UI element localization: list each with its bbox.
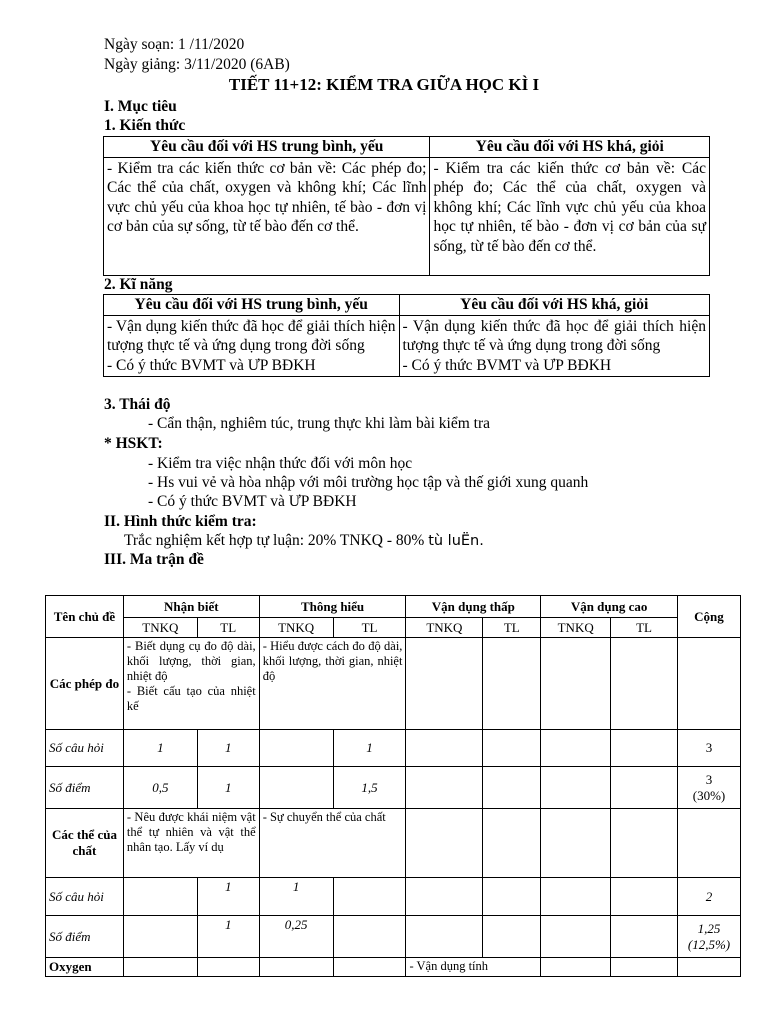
hskt-heading: * HSKT: (104, 435, 163, 452)
subsection-knowledge-heading: 1. Kiến thức (104, 117, 186, 134)
matrix-value (123, 916, 197, 958)
matrix-total: 3 (677, 730, 740, 767)
matrix-subheader-tnkq: TNKQ (259, 618, 333, 638)
skills-col-strong: Yêu cầu đối với HS khá, giỏi (399, 295, 710, 316)
matrix-value: 0,25 (259, 916, 333, 958)
skills-strong-environment: - Có ý thức BVMT và ƯP BĐKH (402, 356, 612, 374)
matrix-topic-oxygen: Oxygen (46, 958, 124, 977)
matrix-value (123, 878, 197, 916)
section-objectives-heading: I. Mục tiêu (104, 98, 177, 115)
matrix-value (611, 878, 678, 916)
skills-cell-strong (399, 315, 710, 377)
matrix-header-thong-hieu: Thông hiểu (259, 596, 406, 618)
matrix-cell-empty (541, 958, 611, 977)
matrix-cell-empty (541, 638, 611, 730)
matrix-t1-nb-line-a: - Biết dụng cụ đo độ dài, khối lượng, thời gian, nhiệt độ (126, 639, 256, 683)
matrix-value (611, 730, 678, 767)
matrix-total: 2 (677, 878, 740, 916)
matrix-cell-empty (611, 638, 678, 730)
matrix-label-so-cau: Số câu hỏi (46, 878, 124, 916)
matrix-header-nhan-biet: Nhận biết (123, 596, 259, 618)
matrix-cell-t1-nhan-biet (123, 638, 259, 730)
test-format-main: Trắc nghiệm kết hợp tự luận: 20% TNKQ - 80% (124, 532, 425, 549)
matrix-total-points: 1,25 (697, 920, 721, 936)
matrix-value: 1,5 (333, 767, 406, 809)
matrix-subheader-tl: TL (611, 618, 678, 638)
matrix-value: 0,5 (123, 767, 197, 809)
matrix-value (541, 878, 611, 916)
matrix-cell-empty (611, 809, 678, 878)
section-test-format-heading: II. Hình thức kiểm tra: (104, 513, 257, 530)
matrix-total-percent: (30%) (692, 787, 726, 803)
matrix-value (483, 730, 541, 767)
matrix-total-points: 3 (705, 771, 713, 787)
matrix-cell-empty (677, 958, 740, 977)
matrix-value (406, 730, 483, 767)
matrix-value: 1 (197, 730, 259, 767)
matrix-value (483, 916, 541, 958)
matrix-value (406, 878, 483, 916)
test-format-text (124, 532, 484, 550)
lesson-prep-date: Ngày soạn: 1 /11/2020 (104, 36, 245, 53)
test-matrix-table (45, 595, 741, 977)
matrix-label-so-diem: Số điểm (46, 767, 124, 809)
knowledge-table (103, 136, 710, 276)
matrix-value: 1 (197, 916, 259, 958)
matrix-topic-phep-do: Các phép đo (46, 638, 124, 730)
matrix-header-topic: Tên chủ đề (46, 596, 124, 638)
matrix-value (259, 730, 333, 767)
lesson-teach-date: Ngày giảng: 3/11/2020 (6AB) (104, 56, 290, 73)
matrix-value (406, 916, 483, 958)
knowledge-col-strong: Yêu cầu đối với HS khá, giỏi (430, 137, 710, 158)
matrix-total (677, 767, 740, 809)
matrix-cell-empty (333, 958, 406, 977)
hskt-item-1: - Kiểm tra việc nhận thức đối với môn học (148, 455, 413, 472)
matrix-label-so-diem: Số điểm (46, 916, 124, 958)
matrix-value: 1 (197, 767, 259, 809)
test-format-tail: tù luËn. (428, 533, 484, 549)
matrix-value (406, 767, 483, 809)
section-matrix-heading: III. Ma trận đề (104, 551, 204, 568)
matrix-cell-empty (406, 809, 483, 878)
subsection-attitude-heading: 3. Thái độ (104, 396, 171, 413)
matrix-header-vd-thap: Vận dụng thấp (406, 596, 541, 618)
matrix-cell-t1-thong-hieu: - Hiểu được cách đo độ dài, khối lượng, thời gian, nhiệt độ (259, 638, 406, 730)
matrix-value (483, 878, 541, 916)
skills-weak-environment: - Có ý thức BVMT và ƯP BĐKH (107, 356, 316, 374)
hskt-item-3: - Có ý thức BVMT và ƯP BĐKH (148, 493, 357, 510)
matrix-value: 1 (333, 730, 406, 767)
knowledge-col-weak: Yêu cầu đối với HS trung bình, yếu (104, 137, 430, 158)
skills-col-weak: Yêu cầu đối với HS trung bình, yếu (104, 295, 400, 316)
matrix-t1-nb-line-b: - Biết cấu tạo của nhiệt kế (126, 684, 256, 713)
skills-cell-weak (104, 315, 400, 377)
matrix-subheader-tnkq: TNKQ (123, 618, 197, 638)
page-title: TIẾT 11+12: KIỂM TRA GIỮA HỌC KÌ I (228, 75, 540, 94)
matrix-header-cong: Cộng (677, 596, 740, 638)
matrix-subheader-tl: TL (483, 618, 541, 638)
matrix-header-vd-cao: Vận dụng cao (541, 596, 678, 618)
skills-table (103, 294, 710, 377)
matrix-cell-empty (123, 958, 197, 977)
subsection-skills-heading: 2. Kĩ năng (104, 276, 173, 293)
matrix-value (483, 767, 541, 809)
matrix-value (541, 916, 611, 958)
matrix-subheader-tnkq: TNKQ (541, 618, 611, 638)
matrix-cell-empty (259, 958, 333, 977)
matrix-cell-empty (406, 638, 483, 730)
matrix-value: 1 (123, 730, 197, 767)
matrix-cell-empty (677, 809, 740, 878)
matrix-cell-empty (483, 809, 541, 878)
matrix-topic-the-cua-chat: Các thể của chất (46, 809, 124, 878)
matrix-value (333, 916, 406, 958)
matrix-cell-t3-vd-thap: - Vận dụng tính (406, 958, 541, 977)
skills-strong-apply: - Vận dụng kiến thức đã học để giải thích hiện tượng thực tế và ứng dụng trong đời sống (402, 317, 706, 354)
matrix-value (611, 916, 678, 958)
attitude-text: - Cẩn thận, nghiêm túc, trung thực khi làm bài kiểm tra (148, 415, 490, 432)
matrix-cell-t2-nhan-biet: - Nêu được khái niệm vật thể tự nhiên và vật thể nhân tạo. Lấy ví dụ (123, 809, 259, 878)
matrix-value (259, 767, 333, 809)
skills-weak-apply: - Vận dụng kiến thức đã học để giải thích hiện tượng thực tế và ứng dụng trong đời sống (107, 317, 396, 354)
matrix-value (541, 767, 611, 809)
matrix-cell-empty (611, 958, 678, 977)
matrix-label-so-cau: Số câu hỏi (46, 730, 124, 767)
matrix-cell-empty (541, 809, 611, 878)
matrix-total-percent: (12,5%) (687, 936, 731, 952)
hskt-item-2: - Hs vui vẻ và hòa nhập với môi trường học tập và thế giới xung quanh (148, 474, 589, 491)
knowledge-cell-weak: - Kiểm tra các kiến thức cơ bản về: Các phép đo; Các thể của chất, oxygen và không khí; Các lĩnh vực chủ yếu của khoa học tự nhiên, tế bào - đơn vị cơ bản của sự sống, từ tế bào đến cơ thể. (104, 157, 430, 275)
matrix-value (541, 730, 611, 767)
matrix-value (333, 878, 406, 916)
matrix-cell-empty (483, 638, 541, 730)
matrix-subheader-tl: TL (333, 618, 406, 638)
matrix-value: 1 (197, 878, 259, 916)
matrix-cell-empty (677, 638, 740, 730)
knowledge-cell-strong: - Kiểm tra các kiến thức cơ bản về: Các phép đo; Các thể của chất, oxygen và không khí; Các lĩnh vực chủ yếu của khoa học tự nhiên, tế bào - đơn vị cơ bản của sự sống, từ tế bào đến cơ thể. (430, 157, 710, 275)
matrix-value: 1 (259, 878, 333, 916)
matrix-cell-t2-thong-hieu: - Sự chuyển thể của chất (259, 809, 406, 878)
matrix-value (611, 767, 678, 809)
matrix-total (677, 916, 740, 958)
matrix-subheader-tnkq: TNKQ (406, 618, 483, 638)
matrix-subheader-tl: TL (197, 618, 259, 638)
matrix-cell-empty (197, 958, 259, 977)
